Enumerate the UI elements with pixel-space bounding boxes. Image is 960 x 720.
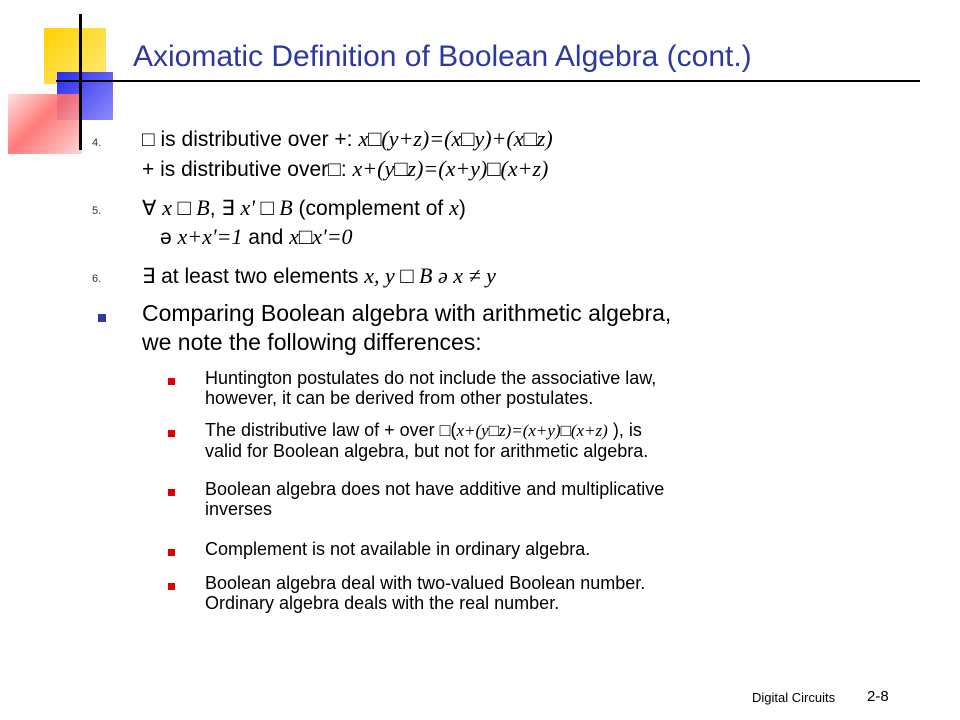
bullet-square [98,314,106,322]
sub-item-3: Boolean algebra does not have additive and multiplicative inverses [205,479,665,519]
sub-item-5: Boolean algebra deal with two-valued Boolean number. Ordinary algebra deals with the real number. [205,573,646,613]
sub-bullet-2 [168,430,175,437]
item-number-5: 5. [92,205,102,217]
page-number: 2-8 [867,688,889,705]
sub-bullet-1 [168,378,175,385]
item-5-line-1: ∀ x □ B, ∃ x' □ B (complement of x) [142,195,466,220]
sub-bullet-5 [168,583,175,590]
sub-bullet-4 [168,549,175,556]
item-number-4: 4. [92,137,102,149]
decor-vertical-line [79,14,82,150]
sub-item-2: The distributive law of + over □(x+(y□z)=(x+y)□(x+z) ), is valid for Boolean algebra, but not for arithmetic algebra. [205,420,649,461]
title-underline [56,80,920,82]
item-5-line-2: ə x+x'=1 and x□x'=0 [160,224,353,249]
decor-red-square [8,94,82,154]
slide-title: Axiomatic Definition of Boolean Algebra (cont.) [133,40,752,73]
item-4-line-2: + is distributive over□: x+(y□z)=(x+y)□(x+z) [142,156,549,181]
bullet-line-1: Comparing Boolean algebra with arithmetic algebra, [142,300,672,326]
item-6-line-1: ∃ at least two elements x, y □ B ə x ≠ y [142,263,496,288]
sub-bullet-3 [168,489,175,496]
item-number-6: 6. [92,273,102,285]
sub-item-1: Huntington postulates do not include the associative law, however, it can be derived from other postulates. [205,368,657,408]
footer-label: Digital Circuits [752,690,836,705]
sub-item-4: Complement is not available in ordinary algebra. [205,539,591,559]
item-4-line-1: □ is distributive over +: x□(y+z)=(x□y)+(x□z) [142,126,553,151]
bullet-line-2: we note the following differences: [142,329,482,355]
